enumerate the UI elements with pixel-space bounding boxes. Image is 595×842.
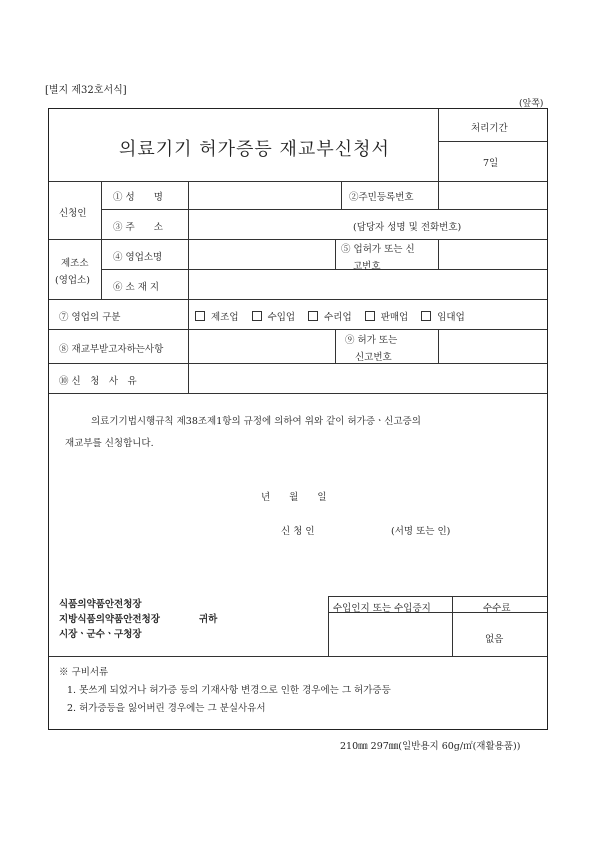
fee-label: 수수료 — [483, 603, 511, 614]
checkbox-repair[interactable] — [308, 312, 352, 323]
checkbox-manufacture[interactable] — [195, 312, 239, 323]
checkbox-icon — [252, 311, 262, 321]
checkbox-label: 임대업 — [437, 312, 465, 323]
reason-label: ⑩ 신 청 사 유 — [59, 376, 137, 387]
rule — [101, 269, 547, 270]
rule — [49, 239, 547, 240]
license-label-line2: 고번호 — [353, 261, 381, 272]
rule — [49, 363, 547, 364]
rule — [438, 239, 439, 269]
statement-line-1: 의료기기법시행규칙 제38조제1항의 규정에 의하여 위와 같이 허가증ㆍ신고증의 — [91, 416, 421, 427]
stamp-label: 수입인지 또는 수입증지 — [333, 603, 431, 614]
documents-item-2: 2. 허가증등을 잃어버린 경우에는 그 분실사유서 — [67, 703, 266, 714]
address-label: ③ 주 소 — [113, 222, 163, 233]
checkbox-import[interactable] — [252, 312, 296, 323]
permit-number-label-line2: 신고번호 — [355, 352, 392, 363]
checkbox-label: 판매업 — [380, 312, 409, 323]
rule — [328, 596, 547, 597]
checkbox-icon — [421, 311, 431, 321]
rule — [101, 209, 547, 210]
signature-label: 신 청 인 — [281, 526, 315, 537]
addressee-1: 식품의약품안전청장 — [59, 599, 142, 610]
checkbox-label: 제조업 — [211, 312, 239, 323]
rule — [452, 596, 453, 656]
signature-note: (서명 또는 인) — [391, 526, 451, 537]
business-office-label: (영업소) — [55, 275, 90, 286]
permit-number-label: ⑨ 허가 또는 — [345, 335, 398, 346]
rule — [438, 109, 439, 181]
rule — [335, 239, 336, 269]
rule — [49, 393, 547, 394]
rule — [49, 181, 547, 182]
rule — [188, 181, 189, 393]
checkbox-label: 수입업 — [267, 312, 296, 323]
processing-period-label: 처리기간 — [471, 123, 508, 134]
fee-value: 없음 — [485, 634, 504, 645]
paper-spec-note: 210㎜ 297㎜(일반용지 60g/㎡(재활용품)) — [340, 741, 521, 752]
addressee-3: 시장ㆍ군수ㆍ구청장 — [59, 629, 142, 640]
manufacturer-group-label: 제조소 — [61, 258, 89, 269]
contact-note: (담당자 성명 및 전화번호) — [353, 222, 462, 233]
resident-number-label: ②주민등록번호 — [349, 192, 414, 203]
form-number: [별지 제32호서식] — [45, 85, 127, 96]
rule — [49, 656, 547, 657]
checkbox-sales[interactable] — [365, 312, 409, 323]
statement-line-2: 재교부를 신청합니다. — [65, 438, 154, 449]
documents-item-1: 1. 못쓰게 되었거나 허가증 등의 기재사항 변경으로 인한 경우에는 그 허가증등 — [67, 685, 391, 696]
applicant-group-label: 신청인 — [59, 208, 87, 219]
business-type-options — [195, 309, 475, 323]
rule — [438, 329, 439, 363]
name-label: ① 성 명 — [113, 192, 163, 203]
rule — [328, 596, 329, 656]
checkbox-icon — [195, 311, 205, 321]
business-type-label: ⑦ 영업의 구분 — [59, 312, 121, 323]
page-side-label: (앞쪽) — [519, 99, 544, 109]
reissue-subject-label: ⑧ 재교부받고자하는사항 — [59, 344, 164, 355]
processing-period-value: 7일 — [483, 158, 499, 169]
rule — [101, 181, 102, 239]
rule — [335, 329, 336, 363]
form-title: 의료기기 허가증등 재교부신청서 — [119, 139, 390, 160]
date-line: 년 월 일 — [261, 492, 327, 503]
addressee-suffix: 귀하 — [199, 614, 218, 625]
location-label: ⑥ 소 재 지 — [113, 282, 160, 293]
checkbox-icon — [308, 311, 318, 321]
rule — [49, 299, 547, 300]
license-label: ⑤ 업허가 또는 신 — [341, 244, 415, 255]
rule — [438, 141, 547, 142]
checkbox-icon — [365, 311, 375, 321]
addressee-2: 지방식품의약품안전청장 — [59, 614, 160, 625]
checkbox-label: 수리업 — [324, 312, 352, 323]
checkbox-rental[interactable] — [421, 312, 465, 323]
rule — [341, 181, 342, 209]
rule — [101, 239, 102, 299]
business-name-label: ④ 영업소명 — [113, 252, 163, 263]
rule — [438, 181, 439, 209]
documents-heading: ※ 구비서류 — [59, 667, 109, 678]
rule — [49, 329, 547, 330]
application-form — [48, 108, 548, 730]
